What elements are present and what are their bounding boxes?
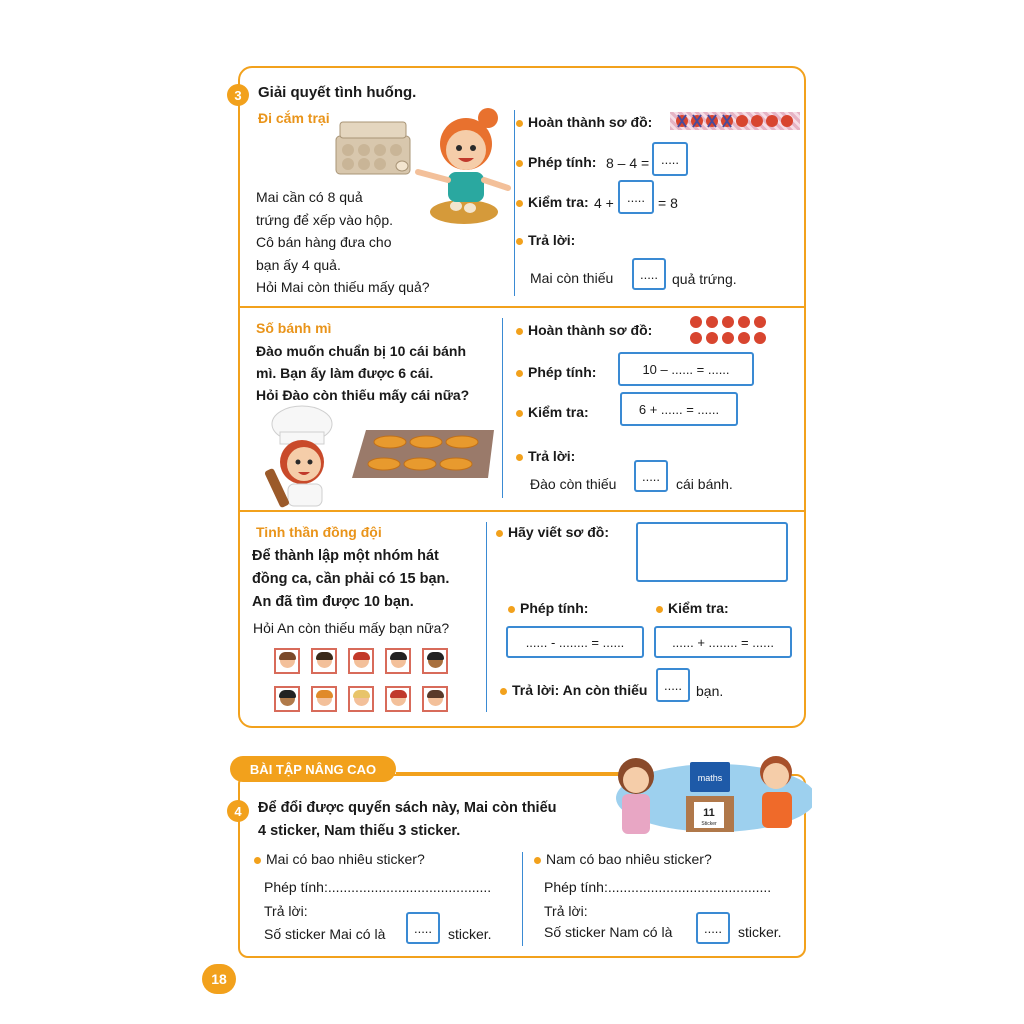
diagram-label: Hoàn thành sơ đồ: <box>516 114 652 130</box>
children-faces-grid <box>274 648 450 716</box>
problem-line: Đào muốn chuẩn bị 10 cái bánh <box>256 343 467 359</box>
answer-suffix: bạn. <box>696 683 724 699</box>
calc-box[interactable]: ...... - ........ = ...... <box>506 626 644 658</box>
child-face-icon <box>385 648 411 674</box>
bread-dot-diagram <box>690 316 770 346</box>
column-divider <box>502 318 503 498</box>
answer-box[interactable]: ..... <box>632 258 666 290</box>
check-label: Kiểm tra: <box>516 404 589 420</box>
egg-carton-illustration <box>332 120 414 178</box>
bread-tray-illustration <box>348 428 498 480</box>
check-label: Kiểm tra: <box>656 600 729 616</box>
calc-box[interactable]: 10 – ...... = ...... <box>618 352 754 386</box>
problem-heading: Số bánh mì <box>256 320 332 336</box>
check-suffix: = 8 <box>658 195 678 211</box>
answer-suffix: sticker. <box>448 926 492 942</box>
check-box[interactable]: ...... + ........ = ...... <box>654 626 792 658</box>
page-number-label: 18 <box>211 971 227 987</box>
calc-label: Phép tính: <box>508 600 588 616</box>
answer-prefix: Số sticker Nam có là <box>544 924 673 940</box>
chef-girl-illustration <box>262 404 342 508</box>
question-mai: Mai có bao nhiêu sticker? <box>254 851 425 867</box>
problem-line: An đã tìm được 10 bạn. <box>252 594 414 610</box>
diagram-label: Hãy viết sơ đồ: <box>496 524 609 540</box>
book-label: maths <box>697 773 723 783</box>
calc-expression: 8 – 4 = <box>606 155 650 171</box>
calc-label: Phép tính: <box>516 364 596 380</box>
calc-line: Phép tính:.......................................... <box>544 879 772 895</box>
section-divider <box>240 510 804 512</box>
calc-label: Phép tính: <box>516 154 596 170</box>
answer-suffix: quả trứng. <box>672 271 737 287</box>
answer-box[interactable]: ..... <box>656 668 690 702</box>
problem-line: Cô bán hàng đưa cho <box>256 234 392 250</box>
advanced-text <box>258 797 557 843</box>
section-divider <box>240 306 804 308</box>
child-face-icon <box>422 648 448 674</box>
answer-label: Trả lời: <box>544 903 588 919</box>
problem-line: Hỏi Đào còn thiếu mấy cái nữa? <box>256 387 470 403</box>
child-face-icon <box>274 686 300 712</box>
problem-line: bạn ấy 4 quả. <box>256 256 341 273</box>
exercise-number: 3 <box>227 84 249 106</box>
problem-text <box>252 545 449 614</box>
diagram-box[interactable] <box>636 522 788 582</box>
column-divider <box>514 110 515 296</box>
answer-label: Trả lời: <box>516 448 575 464</box>
egg-dot-diagram <box>670 112 800 130</box>
problem-line: trứng để xếp vào hộp. <box>256 211 394 228</box>
answer-prefix: Số sticker Mai có là <box>264 926 386 942</box>
child-face-icon <box>311 648 337 674</box>
box-number: 11 <box>703 807 715 819</box>
box-sub: Sticker <box>701 821 717 827</box>
kids-sticker-illustration <box>606 748 812 840</box>
banner-line <box>396 772 626 774</box>
problem-line: Để thành lập một nhóm hát <box>252 548 439 564</box>
check-box[interactable]: 6 + ...... = ...... <box>620 392 738 426</box>
answer-box[interactable]: ..... <box>696 912 730 944</box>
answer-prefix: Đào còn thiếu <box>530 476 617 492</box>
page-number <box>202 964 236 994</box>
problem-text <box>256 340 469 406</box>
check-prefix: 4 + <box>594 195 614 211</box>
answer-suffix: sticker. <box>738 924 782 940</box>
answer-label: Trả lời: <box>264 903 308 919</box>
column-divider <box>486 522 487 712</box>
problem-heading: Tinh thần đồng đội <box>256 524 382 540</box>
answer-box[interactable]: ..... <box>618 180 654 214</box>
advanced-banner-label: BÀI TẬP NÂNG CAO <box>249 761 377 777</box>
calc-line: Phép tính:.......................................... <box>264 879 492 895</box>
answer-prefix: Mai còn thiếu <box>530 270 614 286</box>
answer-box[interactable]: ..... <box>652 142 688 176</box>
problem-text <box>256 186 430 299</box>
child-face-icon <box>385 686 411 712</box>
child-face-icon <box>422 686 448 712</box>
answer-box[interactable]: ..... <box>406 912 440 944</box>
answer-label: Trả lời: An còn thiếu <box>500 682 647 698</box>
problem-line: mì. Bạn ấy làm được 6 cái. <box>256 365 434 381</box>
answer-label: Trả lời: <box>516 232 575 248</box>
problem-heading: Đi cắm trại <box>258 110 330 126</box>
problem-line: Mai cần có 8 quả <box>256 189 363 205</box>
advanced-line: 4 sticker, Nam thiếu 3 sticker. <box>258 823 461 839</box>
question-nam: Nam có bao nhiêu sticker? <box>534 851 712 867</box>
problem-line: Hỏi Mai còn thiếu mấy quả? <box>256 279 430 295</box>
problem-line: đồng ca, cần phải có 15 bạn. <box>252 571 450 587</box>
advanced-line: Để đổi được quyển sách này, Mai còn thiếu <box>258 800 557 816</box>
diagram-label: Hoàn thành sơ đồ: <box>516 322 652 338</box>
child-face-icon <box>274 648 300 674</box>
exercise-title: Giải quyết tình huống. <box>258 84 417 101</box>
answer-suffix: cái bánh. <box>676 476 733 492</box>
check-label: Kiểm tra: <box>516 194 589 210</box>
answer-box[interactable]: ..... <box>634 460 668 492</box>
column-divider <box>522 852 523 946</box>
exercise-number: 4 <box>227 800 249 822</box>
problem-question: Hỏi An còn thiếu mấy bạn nữa? <box>253 620 450 636</box>
child-face-icon <box>348 648 374 674</box>
child-face-icon <box>348 686 374 712</box>
advanced-banner <box>230 756 396 782</box>
child-face-icon <box>311 686 337 712</box>
